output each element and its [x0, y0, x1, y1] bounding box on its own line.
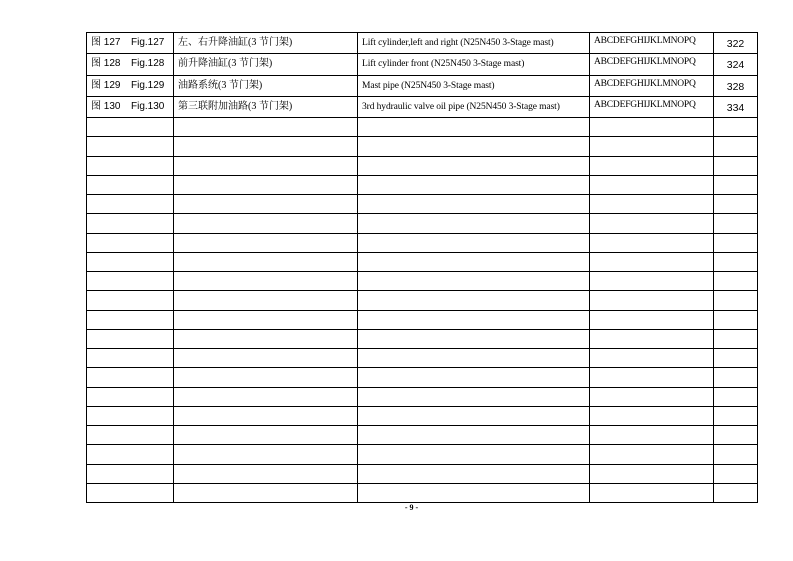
figure-name-en: Lift cylinder,left and right (N25N450 3-Stage mast) [358, 33, 590, 54]
empty-cell [358, 175, 590, 194]
empty-cell [87, 387, 174, 406]
empty-cell [174, 175, 358, 194]
figure-name-cn: 左、右升降油缸(3 节门架) [174, 33, 358, 54]
figure-number-en: Fig.127 [131, 37, 165, 49]
empty-cell [358, 483, 590, 502]
table-row [87, 33, 758, 54]
table-row [87, 96, 758, 117]
page-reference: 334 [714, 96, 758, 117]
figure-name-cn: 前升降油缸(3 节门架) [174, 54, 358, 75]
applicability-code: ABCDEFGHIJKLMNOPQ [590, 96, 714, 117]
empty-cell [714, 118, 758, 137]
empty-cell [590, 445, 714, 464]
empty-table-row [87, 406, 758, 425]
empty-cell [590, 156, 714, 175]
empty-cell [87, 195, 174, 214]
empty-cell [87, 464, 174, 483]
empty-cell [174, 329, 358, 348]
figure-name-cn: 第三联附加油路(3 节门架) [174, 96, 358, 117]
empty-cell [87, 118, 174, 137]
empty-cell [714, 406, 758, 425]
figure-name-en: 3rd hydraulic valve oil pipe (N25N450 3-Stage mast) [358, 96, 590, 117]
empty-cell [358, 329, 590, 348]
empty-table-row [87, 426, 758, 445]
empty-cell [358, 291, 590, 310]
empty-cell [358, 252, 590, 271]
empty-cell [590, 272, 714, 291]
empty-table-row [87, 272, 758, 291]
empty-table-row [87, 387, 758, 406]
empty-cell [87, 310, 174, 329]
page-reference: 328 [714, 75, 758, 96]
empty-cell [174, 483, 358, 502]
empty-cell [174, 195, 358, 214]
empty-cell [590, 233, 714, 252]
empty-cell [714, 214, 758, 233]
empty-cell [358, 349, 590, 368]
empty-cell [714, 291, 758, 310]
figure-number-cell [87, 75, 174, 96]
figure-number-en: Fig.129 [131, 79, 165, 91]
empty-table-row [87, 483, 758, 502]
empty-cell [358, 214, 590, 233]
empty-cell [87, 349, 174, 368]
empty-cell [174, 156, 358, 175]
empty-cell [174, 406, 358, 425]
empty-cell [590, 426, 714, 445]
empty-cell [87, 426, 174, 445]
empty-table-row [87, 329, 758, 348]
page-reference: 322 [714, 33, 758, 54]
empty-cell [358, 426, 590, 445]
empty-cell [714, 426, 758, 445]
empty-cell [358, 118, 590, 137]
empty-cell [714, 175, 758, 194]
empty-cell [87, 445, 174, 464]
empty-table-row [87, 233, 758, 252]
empty-cell [590, 252, 714, 271]
empty-cell [358, 310, 590, 329]
empty-cell [358, 137, 590, 156]
empty-cell [87, 329, 174, 348]
applicability-code: ABCDEFGHIJKLMNOPQ [590, 54, 714, 75]
empty-cell [358, 272, 590, 291]
empty-cell [714, 483, 758, 502]
empty-table-row [87, 464, 758, 483]
empty-table-row [87, 291, 758, 310]
empty-cell [714, 464, 758, 483]
empty-cell [714, 310, 758, 329]
empty-table-row [87, 445, 758, 464]
empty-cell [714, 349, 758, 368]
empty-cell [87, 233, 174, 252]
empty-cell [590, 195, 714, 214]
empty-cell [87, 214, 174, 233]
empty-cell [174, 272, 358, 291]
empty-cell [590, 137, 714, 156]
figure-number-cn: 图 129 [91, 79, 121, 91]
empty-cell [590, 291, 714, 310]
empty-cell [174, 291, 358, 310]
empty-table-row [87, 175, 758, 194]
empty-cell [714, 329, 758, 348]
empty-cell [714, 195, 758, 214]
figure-name-en: Lift cylinder front (N25N450 3-Stage mast) [358, 54, 590, 75]
empty-cell [87, 483, 174, 502]
empty-cell [590, 329, 714, 348]
empty-cell [87, 406, 174, 425]
empty-cell [714, 445, 758, 464]
empty-cell [590, 464, 714, 483]
empty-cell [358, 156, 590, 175]
empty-cell [174, 349, 358, 368]
empty-table-row [87, 214, 758, 233]
empty-cell [87, 272, 174, 291]
figure-number-en: Fig.130 [131, 100, 165, 112]
page-reference: 324 [714, 54, 758, 75]
empty-cell [358, 406, 590, 425]
page-number: - 9 - [404, 503, 419, 512]
empty-cell [590, 310, 714, 329]
empty-cell [174, 252, 358, 271]
figure-name-cn: 油路系统(3 节门架) [174, 75, 358, 96]
empty-table-row [87, 137, 758, 156]
empty-cell [358, 368, 590, 387]
empty-cell [358, 464, 590, 483]
applicability-code: ABCDEFGHIJKLMNOPQ [590, 33, 714, 54]
empty-cell [714, 137, 758, 156]
empty-cell [714, 368, 758, 387]
empty-cell [714, 233, 758, 252]
figure-name-en: Mast pipe (N25N450 3-Stage mast) [358, 75, 590, 96]
empty-cell [174, 310, 358, 329]
empty-cell [358, 195, 590, 214]
empty-table-row [87, 368, 758, 387]
empty-cell [590, 483, 714, 502]
empty-cell [174, 137, 358, 156]
empty-table-row [87, 156, 758, 175]
figure-number-cn: 图 127 [91, 37, 121, 49]
empty-cell [174, 118, 358, 137]
figure-number-cell [87, 96, 174, 117]
figure-number-cn: 图 130 [91, 100, 121, 112]
empty-cell [714, 252, 758, 271]
empty-table-row [87, 195, 758, 214]
empty-cell [87, 291, 174, 310]
empty-cell [174, 426, 358, 445]
empty-cell [174, 214, 358, 233]
empty-cell [87, 156, 174, 175]
empty-cell [358, 387, 590, 406]
empty-cell [174, 368, 358, 387]
empty-cell [590, 118, 714, 137]
figure-index-table [86, 32, 758, 503]
empty-table-row [87, 310, 758, 329]
figure-number-cell [87, 54, 174, 75]
empty-cell [590, 175, 714, 194]
empty-table-row [87, 252, 758, 271]
table-row [87, 75, 758, 96]
empty-cell [358, 233, 590, 252]
empty-cell [714, 387, 758, 406]
empty-cell [174, 464, 358, 483]
figure-number-cn: 图 128 [91, 58, 121, 70]
empty-cell [358, 445, 590, 464]
figure-index-table-body [87, 33, 758, 503]
figure-number-en: Fig.128 [131, 58, 165, 70]
empty-cell [590, 214, 714, 233]
empty-cell [590, 387, 714, 406]
empty-cell [174, 387, 358, 406]
empty-table-row [87, 118, 758, 137]
empty-cell [87, 252, 174, 271]
applicability-code: ABCDEFGHIJKLMNOPQ [590, 75, 714, 96]
empty-cell [714, 156, 758, 175]
empty-cell [590, 368, 714, 387]
table-row [87, 54, 758, 75]
figure-number-cell [87, 33, 174, 54]
empty-cell [714, 272, 758, 291]
empty-table-row [87, 349, 758, 368]
empty-cell [174, 233, 358, 252]
empty-cell [590, 349, 714, 368]
empty-cell [87, 368, 174, 387]
empty-cell [174, 445, 358, 464]
empty-cell [87, 137, 174, 156]
empty-cell [590, 406, 714, 425]
empty-cell [87, 175, 174, 194]
